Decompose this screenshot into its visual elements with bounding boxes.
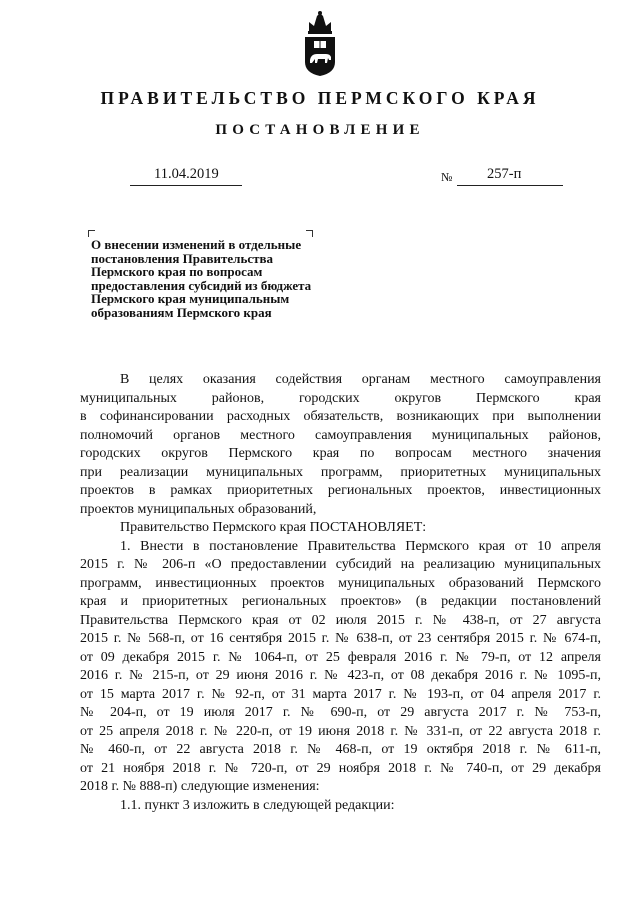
text-line: от 09 декабря 2015 г. № 1064-п, от 25 февраля 2016 г. № 79-п, от 12 апреля [80, 649, 601, 665]
text-line: 2015 г. № 568-п, от 16 сентября 2015 г. № 638-п, от 23 сентября 2015 г. № 674-п, [80, 631, 601, 646]
text-line: края и приоритетных региональных проектов» (в редакции постановлений [80, 594, 601, 609]
paragraph-preamble [80, 371, 601, 519]
text-line: при реализации муниципальных программ, приоритетных муниципальных [80, 464, 601, 480]
perm-krai-coat-of-arms [301, 10, 339, 78]
subject-corner-mark-right [306, 230, 313, 237]
text-line: проектов в рамках приоритетных региональных проектов, инвестиционных [80, 483, 601, 498]
text-line: № 204-п, от 19 июля 2017 г. № 690-п, от 29 августа 2017 г. № 753-п, [80, 705, 601, 720]
text-line: муниципальных районов, городских округов Пермского края [80, 390, 601, 406]
text-line: полномочий органов местного самоуправления муниципальных районов, [80, 427, 601, 443]
text-line: проектов муниципальных образований, [80, 501, 317, 517]
document-body [80, 371, 601, 815]
text-line: 1. Внести в постановление Правительства Пермского края от 10 апреля [120, 538, 601, 554]
text-line: 2016 г. № 215-п, от 29 июня 2016 г. № 423-п, от 08 декабря 2016 г. № 1095-п, [80, 668, 601, 683]
text-line: программ, инвестиционных проектов муниципальных образований Пермского [80, 575, 601, 591]
text-line: Правительства Пермского края от 02 июля 2015 г. № 438-п, от 27 августа [80, 612, 601, 628]
subject-corner-mark-left [88, 230, 95, 237]
text-line: 2018 г. № 888-п) следующие изменения: [80, 779, 320, 794]
subject-line: предоставления субсидий из бюджета [91, 277, 312, 293]
text-line: Правительство Пермского края ПОСТАНОВЛЯЕТ: [120, 520, 427, 535]
subject-line: О внесении изменений в отдельные [91, 237, 302, 252]
document-date: 11.04.2019 [154, 166, 219, 182]
text-line: 1.1. пункт 3 изложить в следующей редакции: [120, 797, 395, 813]
text-line: 2015 г. № 206-п «О предоставлении субсидий на реализацию муниципальных [80, 557, 601, 572]
text-line: от 15 марта 2017 г. № 92-п, от 31 марта 2017 г. № 193-п, от 04 апреля 2017 г. [80, 686, 601, 702]
paragraph-resolves [80, 519, 601, 538]
text-line: от 25 апреля 2018 г. № 220-п, от 19 июня 2018 г. № 331-п, от 22 августа 2018 г. [80, 723, 601, 739]
text-line: № 460-п, от 22 августа 2018 г. № 468-п, от 19 октября 2018 г. № 611-п, [80, 742, 601, 757]
paragraph-item-1 [80, 538, 601, 797]
document-date-field [130, 167, 242, 186]
organization-title: ПРАВИТЕЛЬСТВО ПЕРМСКОГО КРАЯ [100, 88, 540, 108]
text-line: В целях оказания содействия органам местного самоуправления [120, 372, 601, 387]
paragraph-item-1-1 [80, 797, 601, 816]
subject-line: Пермского края муниципальным [91, 291, 290, 307]
number-sign: № [441, 170, 453, 184]
document-type: ПОСТАНОВЛЕНИЕ [215, 122, 425, 138]
document-subject [91, 238, 391, 320]
subject-line: Пермского края по вопросам [91, 264, 263, 280]
document-number: 257-п [487, 166, 522, 182]
text-line: городских округов Пермского края по вопросам местного значения [80, 446, 601, 461]
text-line: в софинансировании расходных обязательств, возникающих при выполнении [80, 409, 601, 424]
text-line: от 21 ноября 2018 г. № 720-п, от 29 ноября 2018 г. № 740-п, от 29 декабря [80, 760, 601, 776]
subject-line: постановления Правительства [91, 250, 273, 266]
document-number-field [457, 167, 563, 186]
subject-line: образованиям Пермского края [91, 304, 272, 320]
